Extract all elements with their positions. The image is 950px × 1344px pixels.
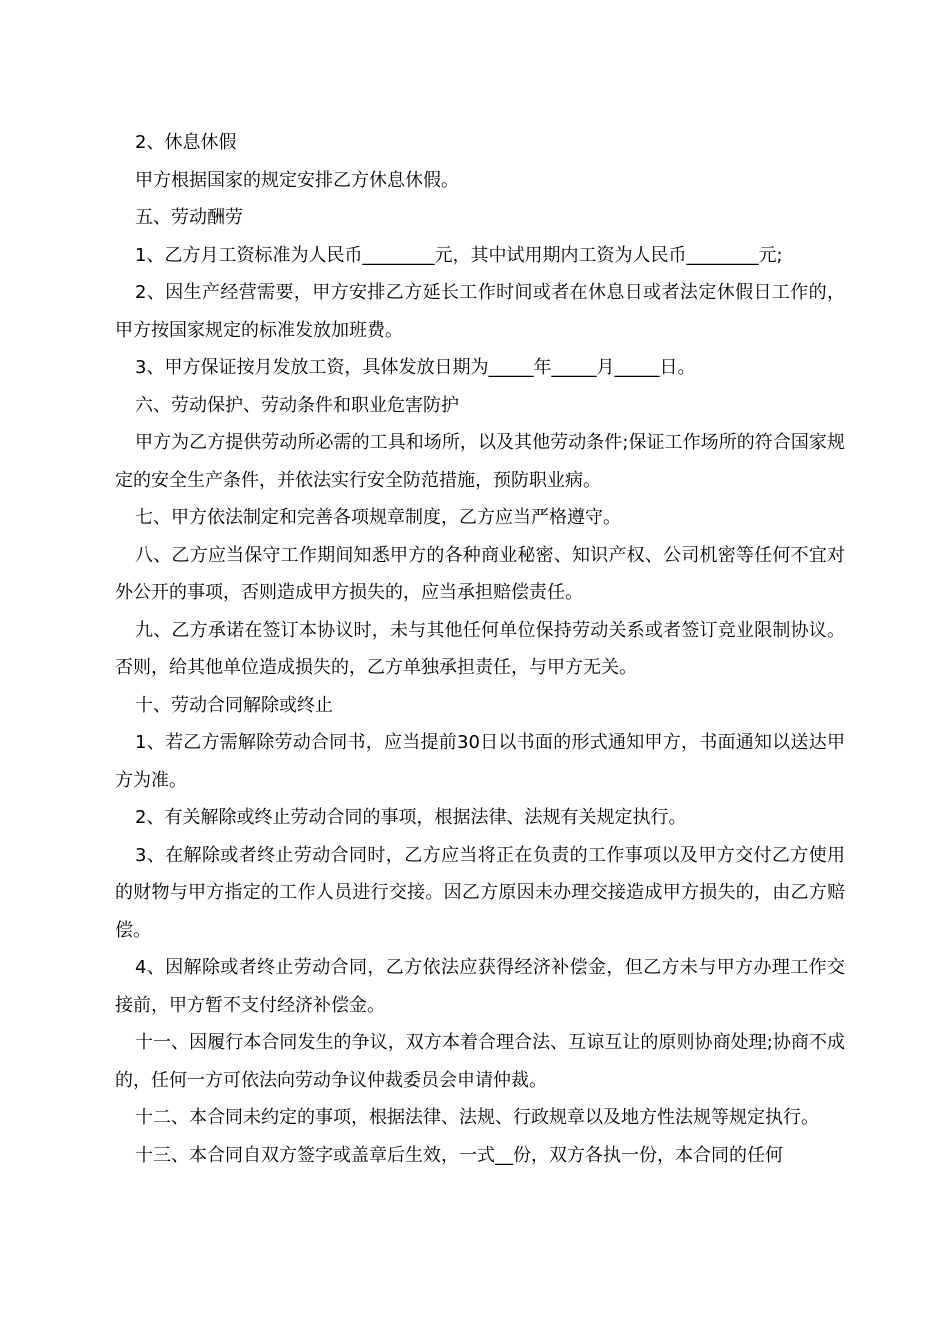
paragraph: 2、有关解除或终止劳动合同的事项，根据法律、法规有关规定执行。 <box>135 807 687 828</box>
paragraph: 1、若乙方需解除劳动合同书，应当提前30日以书面的形式通知甲方，书面通知以送达甲方为准。 <box>115 732 845 791</box>
paragraph: 1、乙方月工资标准为人民币________元，其中试用期内工资为人民币________元; <box>135 244 783 266</box>
paragraph: 七、甲方依法制定和完善各项规章制度，乙方应当严格遵守。 <box>135 507 621 528</box>
paragraph: 十二、本合同未约定的事项，根据法律、法规、行政规章以及地方性法规等规定执行。 <box>135 1107 819 1128</box>
paragraph: 十三、本合同自双方签字或盖章后生效，一式__份，双方各执一份，本合同的任何 <box>135 1144 783 1166</box>
paragraph: 十一、因履行本合同发生的争议，双方本着合理合法、互谅互让的原则协商处理;协商不成的，任何一方可依法向劳动争议仲裁委员会申请仲裁。 <box>115 1032 845 1091</box>
paragraph: 甲方为乙方提供劳动所必需的工具和场所，以及其他劳动条件;保证工作场所的符合国家规定的安全生产条件，并依法实行安全防范措施，预防职业病。 <box>115 432 845 491</box>
paragraph: 3、在解除或者终止劳动合同时，乙方应当将正在负责的工作事项以及甲方交付乙方使用的财物与甲方指定的工作人员进行交接。因乙方原因未办理交接造成甲方损失的，由乙方赔偿。 <box>115 844 845 941</box>
paragraph: 九、乙方承诺在签订本协议时，未与其他任何单位保持劳动关系或者签订竞业限制协议。否则，给其他单位造成损失的，乙方单独承担责任，与甲方无关。 <box>115 619 845 678</box>
section-heading-labor-protection: 六、劳动保护、劳动条件和职业危害防护 <box>135 394 459 416</box>
paragraph: 3、甲方保证按月发放工资，具体发放日期为_____年_____月_____日。 <box>135 357 696 378</box>
section-heading-remuneration: 五、劳动酬劳 <box>135 207 243 228</box>
paragraph: 2、因生产经营需要，甲方安排乙方延长工作时间或者在休息日或者法定休假日工作的，甲方按国家规定的标准发放加班费。 <box>115 282 845 341</box>
paragraph: 4、因解除或者终止劳动合同，乙方依法应获得经济补偿金，但乙方未与甲方办理工作交接前，甲方暂不支付经济补偿金。 <box>115 957 845 1016</box>
document-body <box>115 124 845 1174</box>
paragraph: 八、乙方应当保守工作期间知悉甲方的各种商业秘密、知识产权、公司机密等任何不宜对外公开的事项，否则造成甲方损失的，应当承担赔偿责任。 <box>115 544 845 603</box>
section-heading-rest-leave: 2、休息休假 <box>135 132 237 153</box>
paragraph: 甲方根据国家的规定安排乙方休息休假。 <box>135 169 459 191</box>
section-heading-termination: 十、劳动合同解除或终止 <box>135 694 333 716</box>
